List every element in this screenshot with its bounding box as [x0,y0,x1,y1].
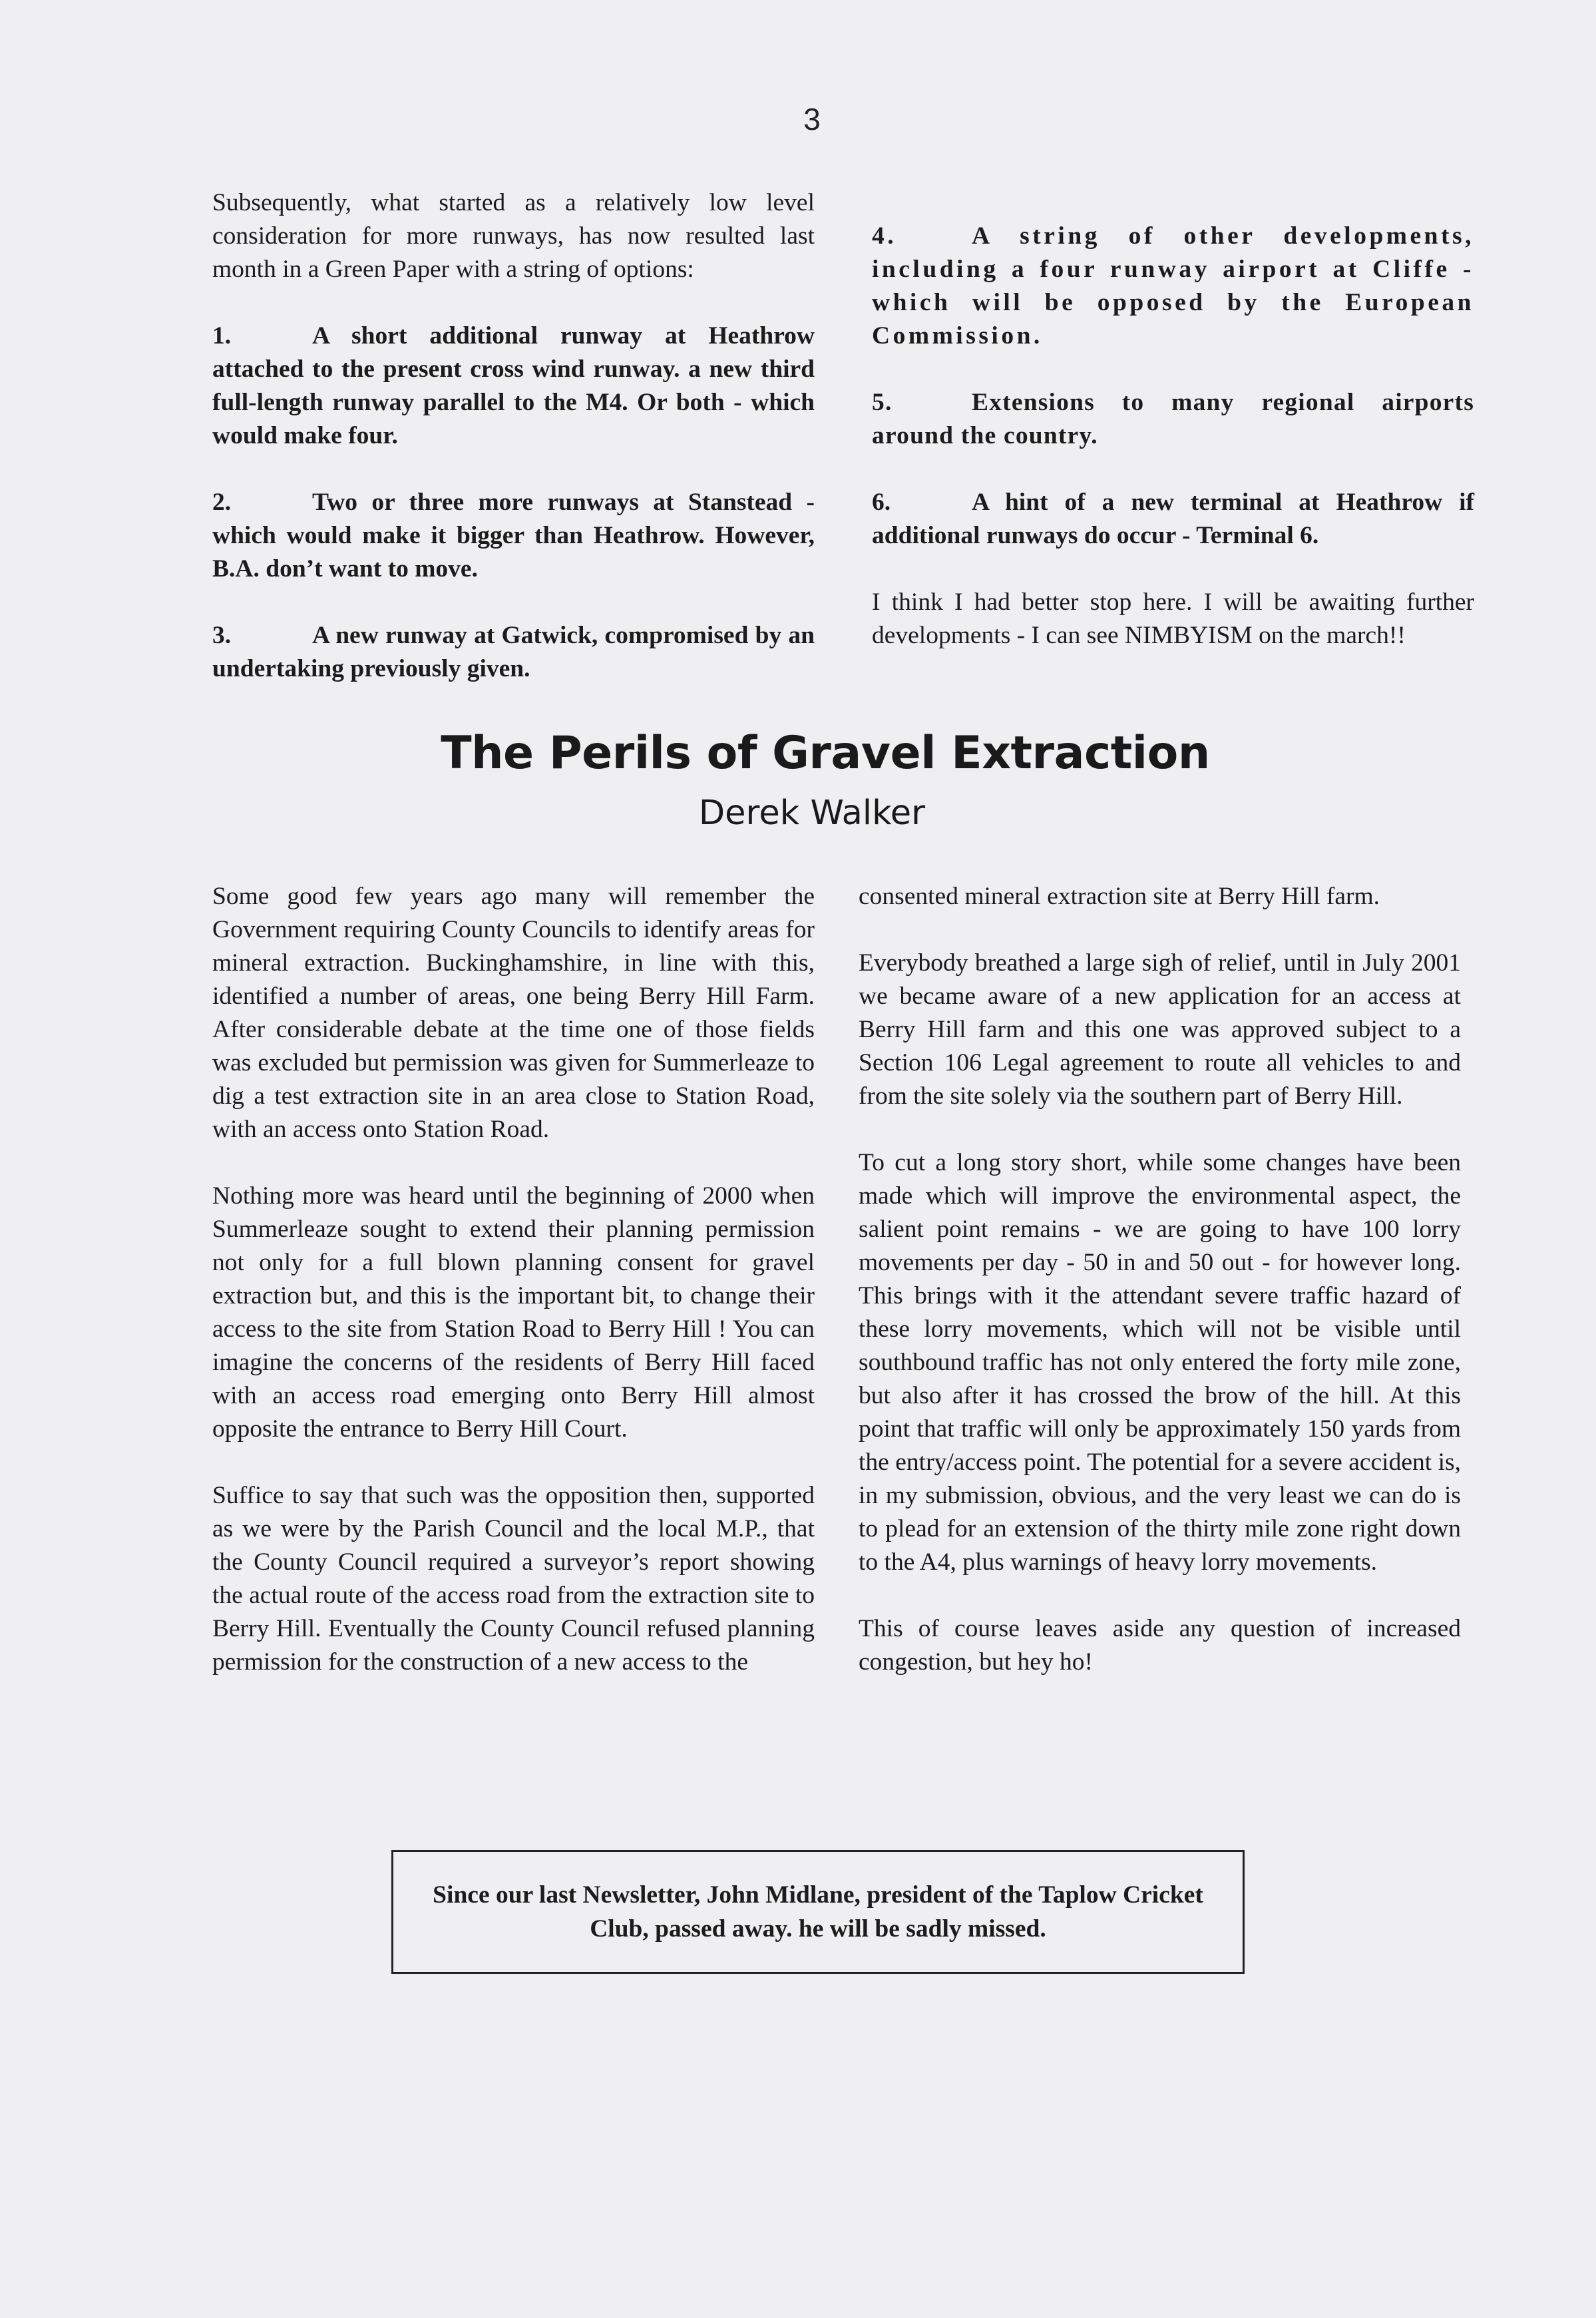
option-number: 3. [212,622,232,649]
option-text: A string of other developments, including a four runway airport at Cliffe - which will be opposed by the European Commission. [872,222,1474,349]
article-title: The Perils of Gravel Extraction [441,727,1210,780]
top-left-column [212,186,815,719]
option-item [872,220,1474,353]
option-text: A short additional runway at Heathrow attached to the present cross wind runway. a new third full-length runway parallel to the M4. Or both - which would make four. [212,322,815,449]
article-paragraph: Suffice to say that such was the opposition then, supported as we were by the Parish Council and the local M.P., that the County Council required a surveyor’s report showing the actual route of the access road from the extraction site to Berry Hill. Eventually the County Council refused planning permission for the construction of a new access to the [212,1482,815,1676]
option-text: Two or three more runways at Stanstead - which would make it bigger than Heathrow. However, B.A. don’t want to move. [212,489,815,582]
option-number: 6. [872,489,891,516]
option-item [872,486,1474,553]
option-item [872,386,1474,453]
article-paragraph: Some good few years ago many will remember the Government requiring County Councils to identify areas for mineral extraction. Buckinghamshire, in line with this, identified a number of areas, one being Berry Hill Farm. After considerable debate at the time one of those fields was excluded but permission was given for Summerleaze to dig a test extraction site in an area close to Station Road, with an access onto Station Road. [212,883,815,1143]
page-number: 3 [803,102,821,136]
option-text: A new runway at Gatwick, compromised by an undertaking previously given. [212,622,815,682]
article-right-column [859,880,1461,1712]
article-left-column [212,880,815,1712]
closing-paragraph: I think I had better stop here. I will be awaiting further developments - I can see NIMBYISM on the march!! [872,588,1474,649]
option-item [212,320,815,453]
article-paragraph: Everybody breathed a large sigh of relief, until in July 2001 we became aware of a new application for an access at Berry Hill farm and this one was approved subject to a Section 106 Legal agreement to route all vehicles to and from the site solely via the southern part of Berry Hill. [859,949,1461,1110]
option-number: 4. [872,222,897,250]
article-paragraph: To cut a long story short, while some changes have been made which will improve the environmental aspect, the salient point remains - we are going to have 100 lorry movements per day - 50 in and 50 out - for however long. This brings with it the attendant severe traffic hazard of these lorry movements, which will not be visible until southbound traffic has not only entered the forty mile zone, but also after it has crossed the brow of the hill. At this point that traffic will only be approximately 150 yards from the entry/access point. The potential for a severe accident is, in my submission, obvious, and the very least we can do is to plead for an extension of the thirty mile zone right down to the A4, plus warnings of heavy lorry movements. [859,1149,1461,1576]
obituary-notice-text: Since our last Newsletter, John Midlane, president of the Taplow Cricket Club, passed away. he will be sadly missed. [433,1881,1203,1943]
top-right-column [872,220,1474,686]
option-item [212,619,815,686]
option-number: 1. [212,322,232,349]
option-item [212,486,815,586]
option-number: 5. [872,389,893,416]
article-paragraph: Nothing more was heard until the beginning of 2000 when Summerleaze sought to extend their planning permission not only for a full blown planning consent for gravel extraction but, and this is the important bit, to change their access to the site from Station Road to Berry Hill ! You can imagine the concerns of the residents of Berry Hill faced with an access road emerging onto Berry Hill almost opposite the entrance to Berry Hill Court. [212,1182,815,1443]
intro-paragraph: Subsequently, what started as a relatively low level consideration for more runways, has now resulted last month in a Green Paper with a string of options: [212,189,815,283]
article-paragraph: consented mineral extraction site at Berry Hill farm. [859,883,1380,910]
article-author: Derek Walker [698,794,926,833]
obituary-notice-box [391,1850,1245,1974]
article-paragraph: This of course leaves aside any question of increased congestion, but hey ho! [859,1615,1461,1676]
option-text: Extensions to many regional airports around the country. [872,389,1474,449]
option-text: A hint of a new terminal at Heathrow if additional runways do occur - Terminal 6. [872,489,1474,549]
option-number: 2. [212,489,232,516]
